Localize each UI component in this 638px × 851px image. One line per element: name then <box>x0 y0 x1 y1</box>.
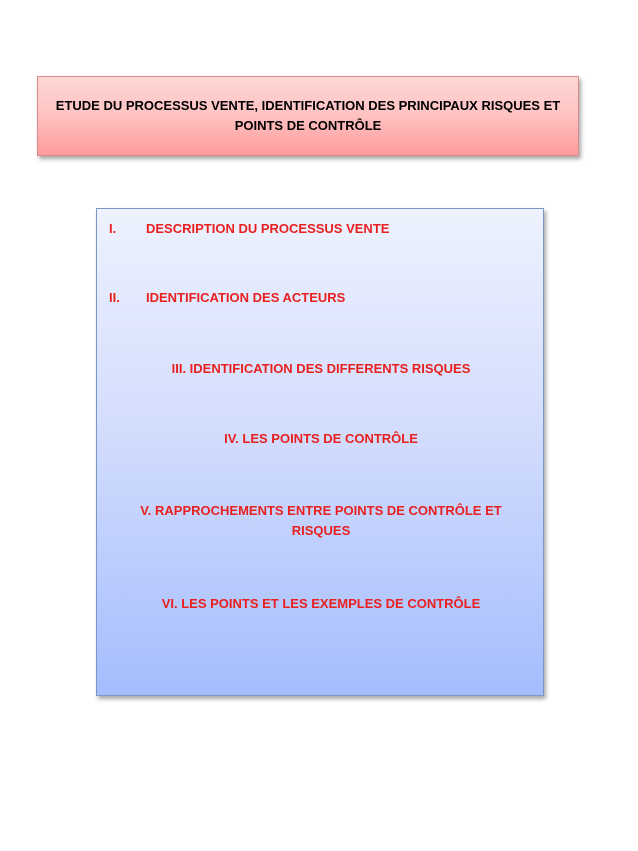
toc-item-3: III. IDENTIFICATION DES DIFFERENTS RISQUES <box>171 361 471 376</box>
toc-item-5 <box>97 501 545 541</box>
toc-item-4: IV. LES POINTS DE CONTRÔLE <box>224 431 418 446</box>
toc-item-1-label: DESCRIPTION DU PROCESSUS VENTE <box>146 221 390 236</box>
toc-item-2-label: IDENTIFICATION DES ACTEURS <box>146 290 346 305</box>
table-of-contents <box>96 208 544 696</box>
toc-item-5-line-1: V. RAPPROCHEMENTS ENTRE POINTS DE CONTRÔLE ET <box>140 503 502 518</box>
document-title <box>43 96 573 136</box>
toc-item-5-line-2: RISQUES <box>291 523 351 538</box>
title-box <box>37 76 579 156</box>
document-title-line-2: POINTS DE CONTRÔLE <box>234 118 382 133</box>
toc-item-1-number: I. <box>109 221 117 236</box>
toc-item-6: VI. LES POINTS ET LES EXEMPLES DE CONTRÔLE <box>161 596 481 611</box>
document-title-line-1: ETUDE DU PROCESSUS VENTE, IDENTIFICATION DES PRINCIPAUX RISQUES ET <box>55 98 561 113</box>
toc-item-2-number: II. <box>109 290 120 305</box>
